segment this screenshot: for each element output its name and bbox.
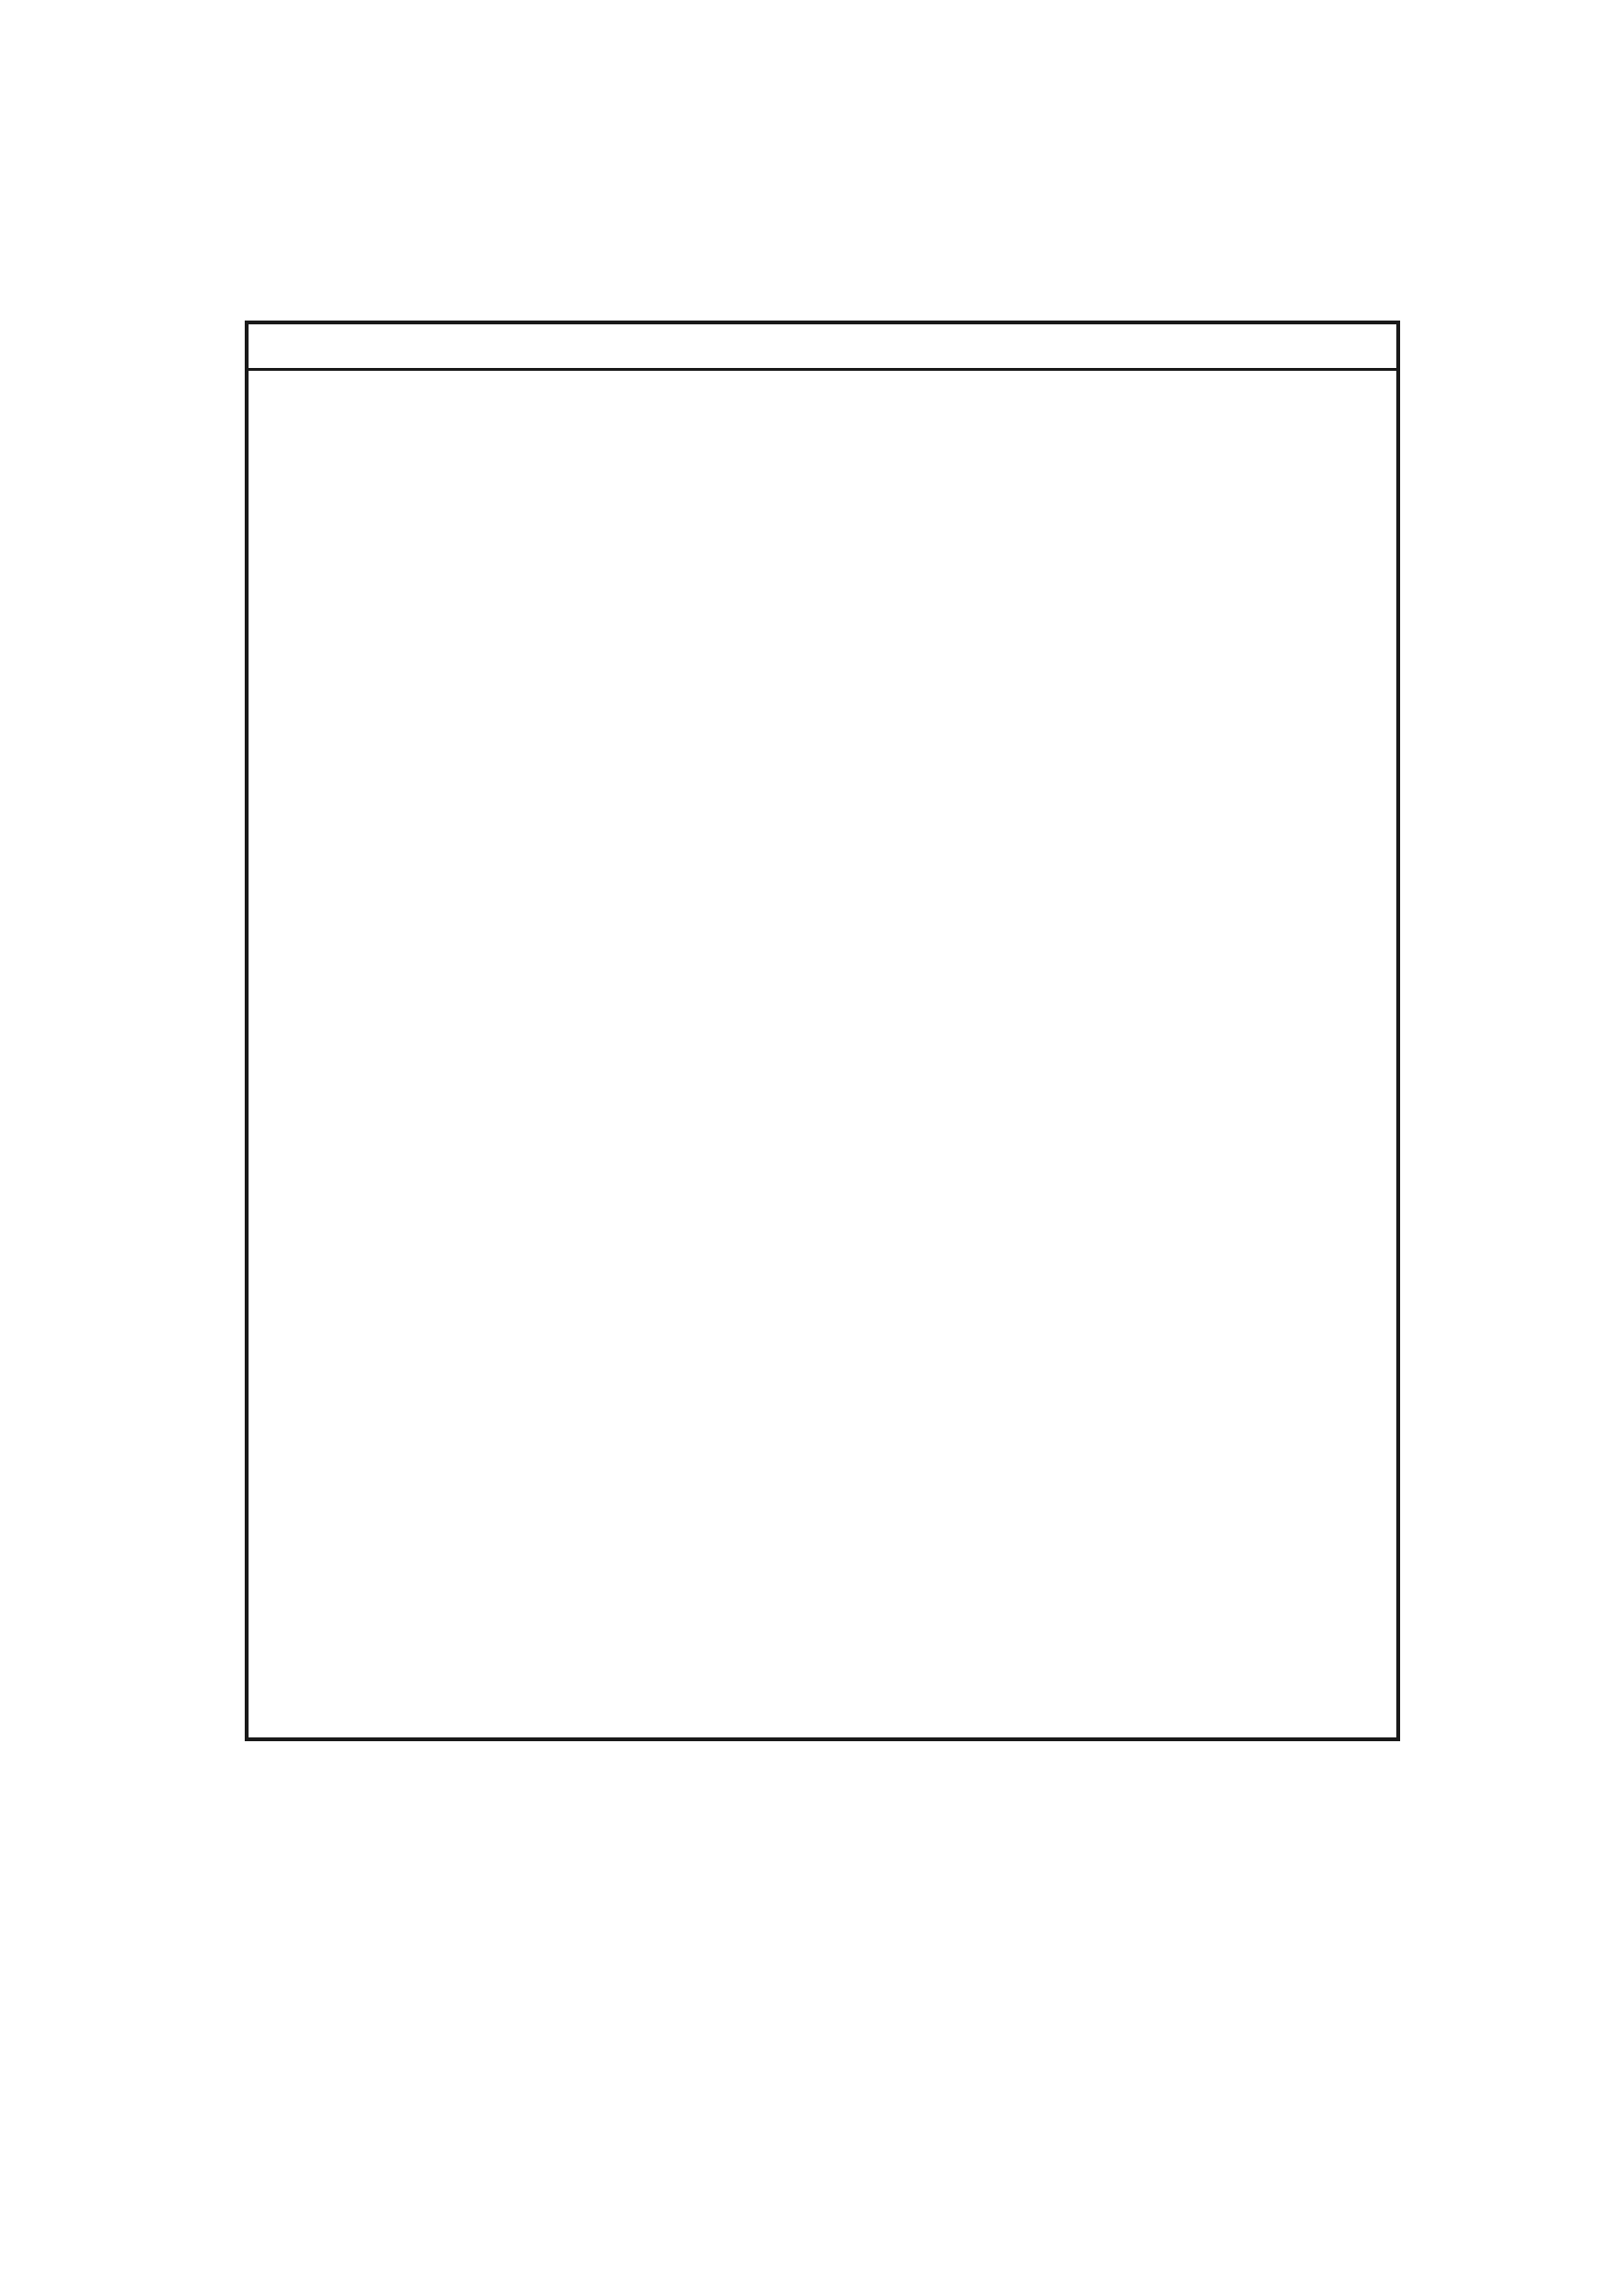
data-table [245, 321, 1400, 1741]
table-header-row [249, 324, 1396, 371]
